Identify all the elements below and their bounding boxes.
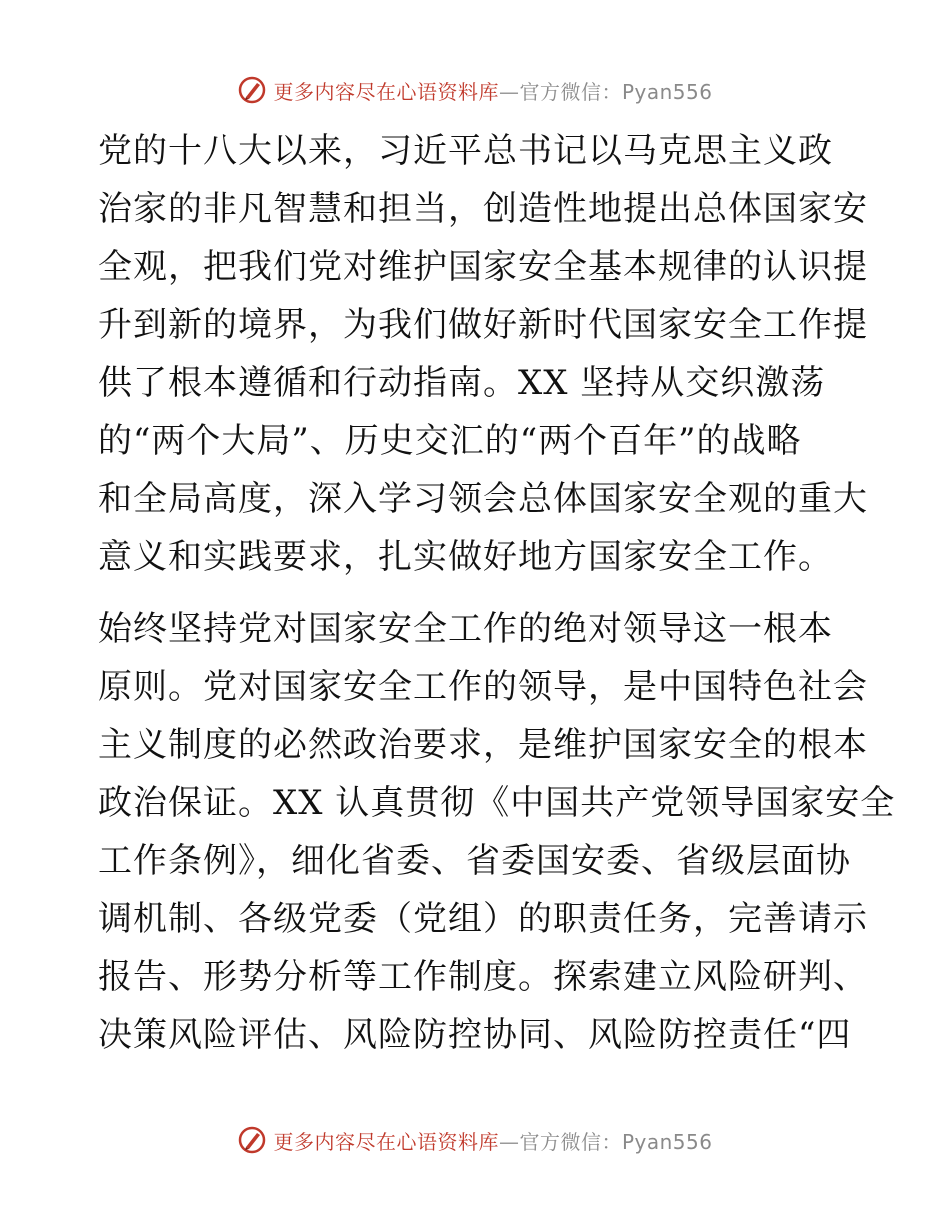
text-line: 政治保证。XX 认真贯彻《中国共产党领导国家安全 — [98, 783, 896, 823]
banner-title: 更多内容尽在心语资料库 — [273, 1129, 499, 1154]
banner-text — [273, 76, 712, 105]
banner-separator: — — [498, 79, 520, 104]
banner-separator: — — [498, 1129, 520, 1154]
header-banner — [0, 70, 950, 110]
banner-wechat: 官方微信：Pyan556 — [519, 1129, 713, 1154]
text-line: 供了根本遵循和行动指南。XX 坚持从交织激荡 — [98, 363, 826, 403]
text-line: 决策风险评估、风险防控协同、风险防控责任“四 — [98, 1015, 852, 1055]
text-line: 意义和实践要求，扎实做好地方国家安全工作。 — [98, 537, 833, 577]
text-line: 主义制度的必然政治要求，是维护国家安全的根本 — [98, 725, 868, 765]
text-line: 工作条例》，细化省委、省委国安委、省级层面协 — [98, 841, 851, 881]
paragraph-2 — [98, 600, 896, 1064]
text-line: 升到新的境界，为我们做好新时代国家安全工作提 — [98, 305, 868, 345]
text-line: 和全局高度，深入学习领会总体国家安全观的重大 — [98, 479, 868, 519]
text-line: 治家的非凡智慧和担当，创造性地提出总体国家安 — [98, 189, 868, 229]
text-line: 调机制、各级党委（党组）的职责任务，完善请示 — [98, 899, 868, 939]
pen-logo-icon — [237, 75, 267, 105]
banner-wechat: 官方微信：Pyan556 — [519, 79, 713, 104]
text-line: 的“两个大局”、历史交汇的“两个百年”的战略 — [98, 421, 802, 461]
text-line: 始终坚持党对国家安全工作的绝对领导这一根本 — [98, 609, 833, 649]
document-body — [98, 122, 896, 1064]
text-line: 党的十八大以来，习近平总书记以马克思主义政 — [98, 131, 833, 171]
paragraph-1 — [98, 122, 868, 586]
text-line: 原则。党对国家安全工作的领导，是中国特色社会 — [98, 667, 868, 707]
pen-logo-icon — [237, 1125, 267, 1155]
banner-title: 更多内容尽在心语资料库 — [273, 79, 499, 104]
text-line: 报告、形势分析等工作制度。探索建立风险研判、 — [98, 957, 868, 997]
banner-text — [273, 1126, 712, 1155]
text-line: 全观，把我们党对维护国家安全基本规律的认识提 — [98, 247, 868, 287]
footer-banner — [0, 1120, 950, 1160]
